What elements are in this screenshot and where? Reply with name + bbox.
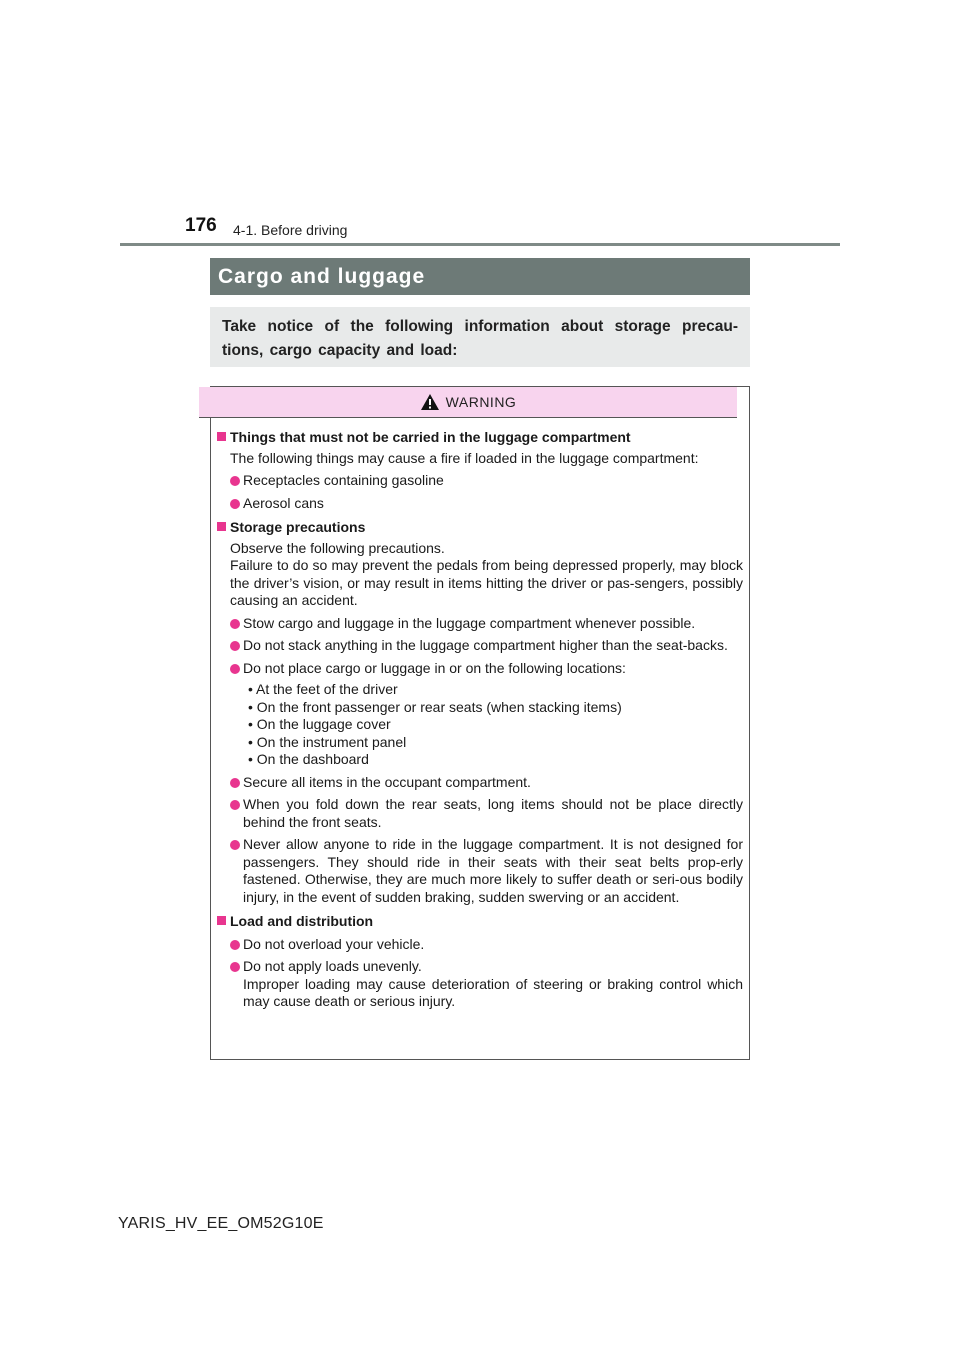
circle-bullet-icon <box>230 840 240 850</box>
list-item <box>230 774 743 792</box>
section-title: Storage precautions <box>230 519 366 535</box>
warning-body <box>211 418 749 1011</box>
list-item-text: Never allow anyone to ride in the luggage compartment. It is not designed for passengers. They should ride in their seats with their seat belts prop-erly fastened. Otherwise, they are much more likely to suffer death or seri-ous bodily injury, in the event of sudden braking, sudden swerving or an accident. <box>243 836 743 905</box>
list-item-text: Aerosol cans <box>243 494 324 511</box>
section-heading <box>217 429 743 447</box>
list-item <box>230 615 743 633</box>
paragraph-line: Observe the following precautions. <box>230 539 445 556</box>
circle-bullet-icon <box>230 962 240 972</box>
sub-list-item: • At the feet of the driver <box>248 681 398 697</box>
title-bar <box>210 258 750 295</box>
circle-bullet-icon <box>230 778 240 788</box>
list-item-extra: Improper loading may cause deterioration of steering or braking control which may cause death or serious injury. <box>243 975 743 1009</box>
section-label: 4-1. Before driving <box>233 222 348 238</box>
sub-list-item: • On the luggage cover <box>248 716 391 732</box>
sub-list-item: • On the dashboard <box>248 751 369 767</box>
sub-list-item: • On the front passenger or rear seats (when stacking items) <box>248 698 622 715</box>
section-heading <box>217 913 743 931</box>
list-item <box>230 796 743 831</box>
list-item <box>230 958 743 1011</box>
page-number: 176 <box>185 215 217 236</box>
circle-bullet-icon <box>230 499 240 509</box>
list-item-text: Do not stack anything in the luggage compartment higher than the seat-backs. <box>243 637 728 653</box>
section-paragraph: The following things may cause a fire if loaded in the luggage compartment: <box>230 449 699 466</box>
list-item <box>230 472 743 490</box>
section-title: Things that must not be carried in the luggage compartment <box>230 429 631 445</box>
list-item <box>230 495 743 513</box>
paragraph-line: Failure to do so may prevent the pedals from being depressed properly, may block the driver’s vision, or may result in items hitting the driver or pas-sengers, possibly causing an accident. <box>230 557 743 608</box>
section-paragraph <box>230 540 743 610</box>
page-title: Cargo and luggage <box>218 264 426 288</box>
list-item <box>230 936 743 954</box>
list-item-text: When you fold down the rear seats, long items should not be place directly behind the front seats. <box>243 796 743 830</box>
circle-bullet-icon <box>230 476 240 486</box>
circle-bullet-icon <box>230 800 240 810</box>
intro-box <box>210 307 750 367</box>
warning-triangle-icon <box>420 393 440 411</box>
section-title: Load and distribution <box>230 913 374 929</box>
list-item-text: Receptacles containing gasoline <box>243 472 444 488</box>
section-heading <box>217 519 743 537</box>
sub-list <box>248 681 743 769</box>
warning-header <box>199 387 737 418</box>
intro-text: Take notice of the following information about storage precau-tions, cargo capacity and load: <box>222 318 738 359</box>
list-item <box>230 836 743 906</box>
list-item-text: Do not overload your vehicle. <box>243 935 425 952</box>
list-item <box>230 660 743 678</box>
sub-list-item: • On the instrument panel <box>248 733 407 750</box>
list-item-text: Do not place cargo or luggage in or on the following locations: <box>243 659 626 676</box>
list-item-text: Secure all items in the occupant compartment. <box>243 773 531 790</box>
circle-bullet-icon <box>230 641 240 651</box>
warning-box <box>210 386 750 1060</box>
list-item-text: Do not apply loads unevenly. <box>243 958 422 974</box>
circle-bullet-icon <box>230 664 240 674</box>
list-item-content <box>243 958 743 1011</box>
doc-code: YARIS_HV_EE_OM52G10E <box>118 1215 324 1232</box>
warning-label: WARNING <box>445 394 517 410</box>
circle-bullet-icon <box>230 619 240 629</box>
circle-bullet-icon <box>230 940 240 950</box>
header-divider <box>120 243 840 246</box>
square-bullet-icon <box>217 522 226 531</box>
list-item-text: Stow cargo and luggage in the luggage compartment whenever possible. <box>243 614 696 631</box>
square-bullet-icon <box>217 916 226 925</box>
list-item <box>230 637 743 655</box>
square-bullet-icon <box>217 432 226 441</box>
